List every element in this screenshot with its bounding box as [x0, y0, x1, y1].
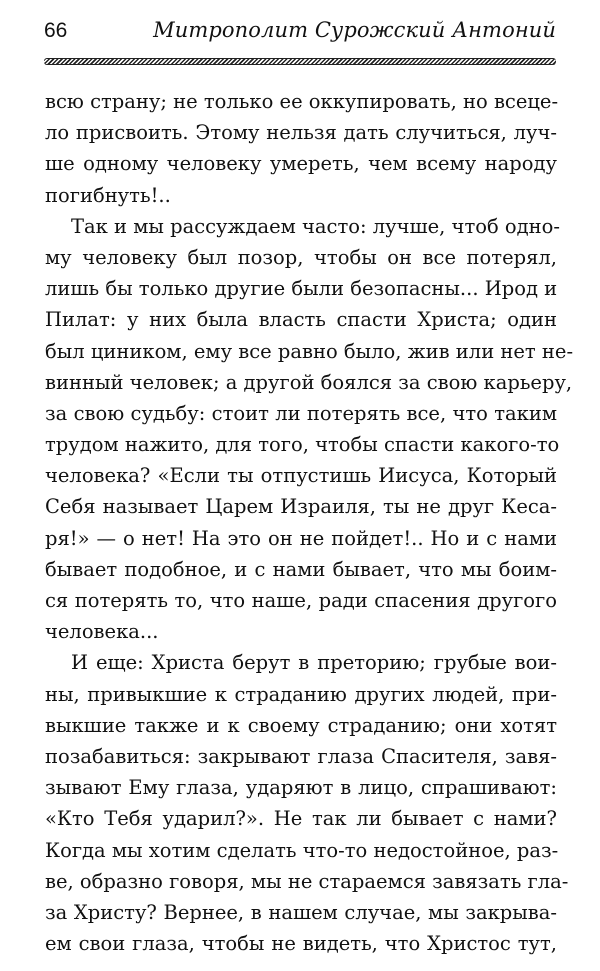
decorative-rope-rule — [44, 58, 556, 65]
text-line: всю страну; не только ее оккупировать, но всеце- — [45, 90, 559, 113]
text-line: Так и мы рассуждаем часто: лучше, чтоб одно- — [71, 214, 560, 238]
page-number: 66 — [44, 19, 68, 42]
text-line: ем свои глаза, чтобы не видеть, что Христос тут, — [45, 932, 557, 956]
text-line: трудом нажито, для того, чтобы спасти какого-то — [45, 433, 560, 457]
text-line: зывают Ему глаза, ударяют в лицо, спрашивают: — [45, 776, 557, 800]
text-line: винный человек; а другой боялся за свою карьеру, — [45, 370, 573, 394]
text-line: выкшие также и к своему страданию; они хотят — [45, 713, 557, 737]
text-line: ря!» — о нет! На это он не пойдет!.. Но и с нами — [45, 526, 557, 550]
text-line: за свою судьбу: стоит ли потерять все, что таким — [45, 401, 557, 425]
text-line: ся потерять то, что наше, ради спасения другого — [45, 589, 557, 612]
text-line: позабавиться: закрывают глаза Спасителя, завя- — [45, 744, 557, 768]
text-line: лишь бы только другие были безопасны... Ирод и — [45, 277, 558, 301]
text-line: ве, образно говоря, мы не стараемся завязать гла- — [45, 869, 569, 893]
text-line: был циником, ему все равно было, жив или нет не- — [45, 339, 574, 363]
text-line: за Христу? Вернее, в нашем случае, мы закрыва- — [45, 900, 557, 924]
text-line: ны, привыкшие к страданию других людей, при- — [45, 682, 557, 706]
running-header — [44, 18, 556, 48]
text-line: Когда мы хотим сделать что-то недостойное, раз- — [45, 838, 559, 862]
text-line: Пилат: у них была власть спасти Христа; один — [45, 308, 557, 332]
text-line: человека? «Если ты отпустишь Иисуса, Который — [45, 464, 557, 488]
text-line: му человеку был позор, чтобы он все потерял, — [45, 245, 557, 269]
text-line: И еще: Христа берут в преторию; грубые вои- — [71, 651, 557, 675]
text-line: «Кто Тебя ударил?». Не так ли бывает с нами? — [45, 807, 557, 831]
text-line: Себя называет Царем Израиля, ты не друг Кеса- — [45, 495, 557, 519]
text-line: ше одному человеку умереть, чем всему народу — [45, 152, 557, 176]
body-text — [45, 86, 574, 959]
text-line: ло присвоить. Этому нельзя дать случиться, луч- — [45, 121, 557, 145]
text-line: человека... — [45, 620, 159, 644]
text-line: бывает подобное, и с нами бывает, что мы боим- — [45, 557, 557, 581]
text-line: погибнуть!.. — [45, 183, 171, 207]
running-title: Митрополит Сурожский Антоний — [153, 18, 556, 42]
